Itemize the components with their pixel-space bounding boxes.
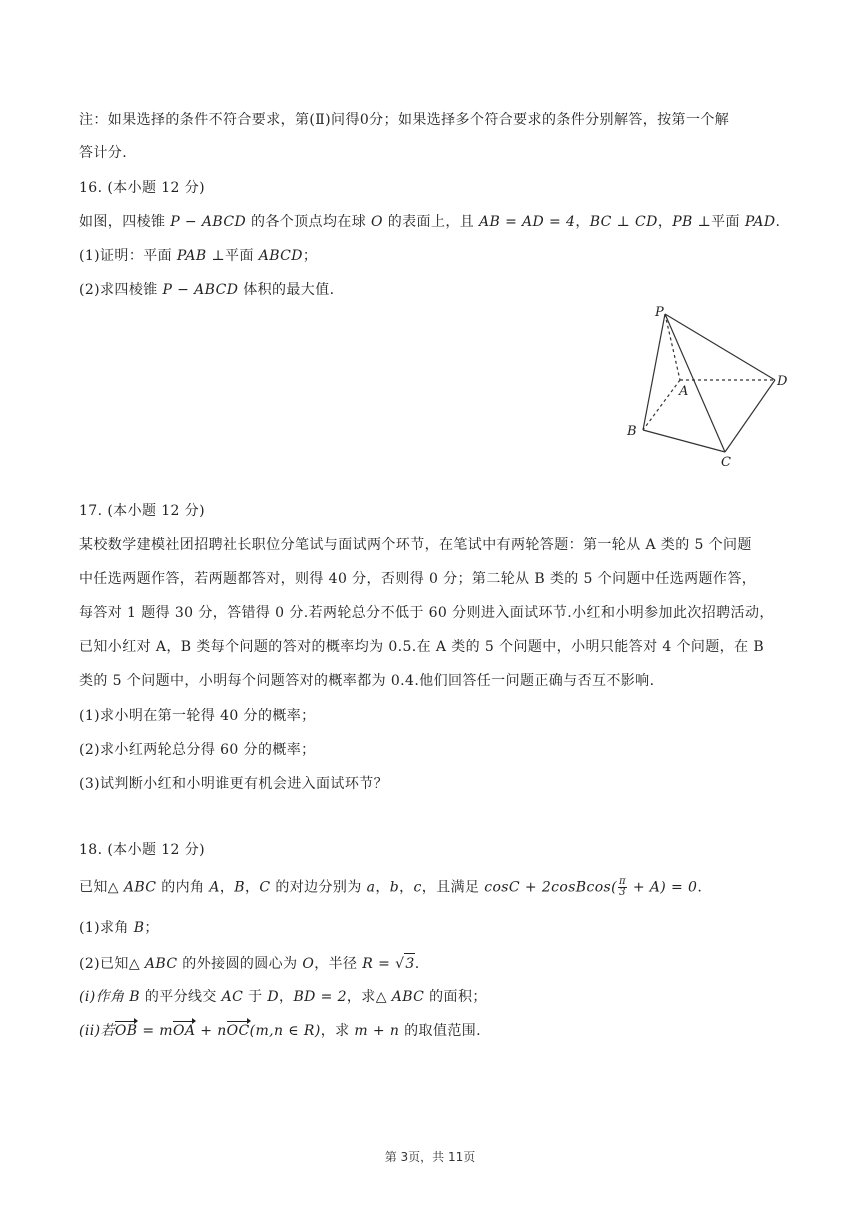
q18-part-2-i: (i)作角 B 的平分线交 AC 于 D，BD = 2，求△ ABC 的面积； (79, 989, 487, 1005)
q17-part-2: (2)求小红两轮总分得 60 分的概率； (79, 742, 316, 758)
q17-stem-line-2: 中任选两题作答，若两题都答对，则得 40 分，否则得 0 分；第二轮从 B 类的 5 个问题中任选两题作答， (79, 571, 757, 587)
edge-PB (643, 314, 665, 430)
note-line-1: 注：如果选择的条件不符合要求，第(Ⅱ)问得0分；如果选择多个符合要求的条件分别解答，按第一个解 (79, 112, 730, 128)
label-P: P (655, 305, 664, 320)
edge-PC (665, 314, 725, 452)
q16-heading: 16. (本小题 12 分) (79, 180, 205, 196)
pyramid-figure (615, 300, 795, 470)
label-B: B (627, 424, 637, 439)
q16-part-1: (1)证明：平面 PAB ⊥平面 ABCD； (79, 248, 318, 264)
sqrt-sign: √ (395, 956, 405, 972)
q16-stem: 如图，四棱锥 P − ABCD 的各个顶点均在球 O 的表面上，且 AB = AD = 4，BC ⊥ CD，PB ⊥平面 PAD. (79, 214, 781, 230)
q17-stem-line-3: 每答对 1 题得 30 分，答错得 0 分.若两轮总分不低于 60 分则进入面试环节.小红和小明参加此次招聘活动， (79, 605, 774, 621)
edge-CD (725, 380, 775, 452)
page-footer: 第 3页，共 11页 (384, 1150, 476, 1164)
vector-OA: OA (172, 1023, 196, 1039)
q17-heading: 17. (本小题 12 分) (79, 503, 205, 519)
edge-AB (643, 380, 680, 430)
q17-stem-line-5: 类的 5 个问题中，小明每个问题答对的概率都为 0.4.他们回答任一问题正确与否互不影响. (79, 673, 655, 689)
q17-part-3: (3)试判断小红和小明谁更有机会进入面试环节？ (79, 776, 389, 792)
q18-stem: 已知△ ABC 的内角 A，B，C 的对边分别为 a，b，c，且满足 cosC + 2cosBcos( $\frac{\pi}{3}$ + A) = 0. (79, 876, 703, 898)
label-A: A (679, 384, 689, 399)
q16-part-2: (2)求四棱锥 P − ABCD 体积的最大值. (79, 282, 335, 298)
edge-PD (665, 314, 775, 380)
q17-stem-line-4: 已知小红对 A，B 类每个问题的答对的概率均为 0.5.在 A 类的 5 个问题中，小明只能答对 4 个问题，在 B (79, 639, 765, 655)
label-D: D (777, 374, 788, 389)
label-C: C (721, 455, 731, 470)
vector-OC: OC (226, 1023, 250, 1039)
q18-heading: 18. (本小题 12 分) (79, 842, 205, 858)
edge-BC (643, 430, 725, 452)
q18-part-2-ii: (ii)若OB = mOA + nOC(m,n ∈ R)，求 m + n 的取值范围. (79, 1023, 481, 1039)
q18-part-1: (1)求角 B； (79, 920, 159, 936)
q18-part-2: (2)已知△ ABC 的外接圆的圆心为 O，半径 R = √3. (79, 953, 779, 974)
q17-part-1: (1)求小明在第一轮得 40 分的概率； (79, 708, 316, 724)
pi-over-3-fraction: $\frac{\pi}{3}$ (618, 876, 626, 898)
note-line-2: 答计分. (79, 145, 128, 161)
edge-PA (665, 314, 680, 380)
q17-stem-line-1: 某校数学建模社团招聘社长职位分笔试与面试两个环节，在笔试中有两轮答题：第一轮从 A 类的 5 个问题 (79, 537, 752, 553)
vector-OB: OB (114, 1023, 138, 1039)
